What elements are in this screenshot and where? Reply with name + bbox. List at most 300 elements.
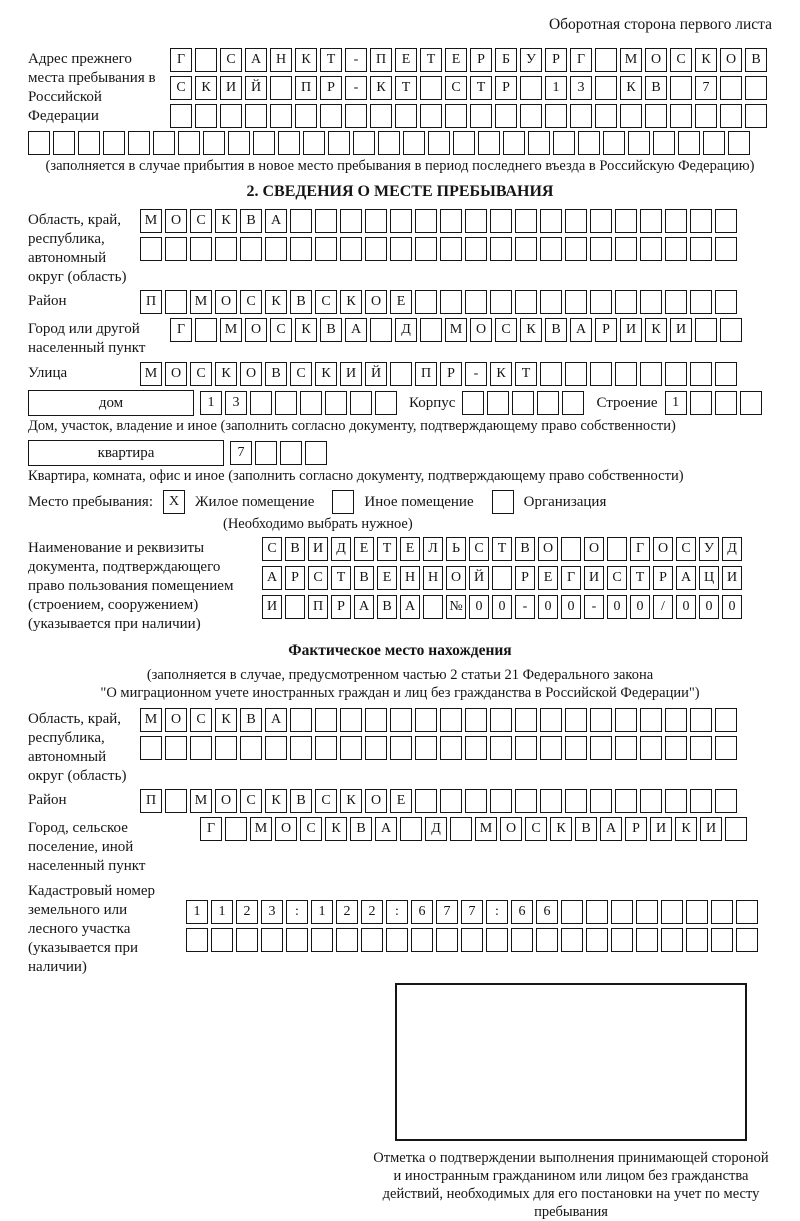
char-box[interactable] <box>420 318 442 342</box>
char-box[interactable] <box>320 104 342 128</box>
char-box[interactable] <box>153 131 175 155</box>
char-box[interactable] <box>690 708 712 732</box>
char-box[interactable]: С <box>670 48 692 72</box>
char-box[interactable]: К <box>340 290 362 314</box>
char-box[interactable]: О <box>720 48 742 72</box>
char-box[interactable] <box>465 290 487 314</box>
char-box[interactable]: О <box>653 537 673 561</box>
char-box[interactable]: 0 <box>676 595 696 619</box>
char-box[interactable]: Т <box>320 48 342 72</box>
char-box[interactable]: : <box>386 900 408 924</box>
char-box[interactable] <box>515 708 537 732</box>
char-box[interactable] <box>28 131 50 155</box>
char-box[interactable]: Ь <box>446 537 466 561</box>
char-box[interactable]: О <box>470 318 492 342</box>
char-box[interactable] <box>636 900 658 924</box>
char-box[interactable]: 3 <box>261 900 283 924</box>
char-box[interactable]: В <box>320 318 342 342</box>
char-box[interactable]: С <box>262 537 282 561</box>
char-box[interactable] <box>365 237 387 261</box>
char-box[interactable]: П <box>140 789 162 813</box>
char-box[interactable]: И <box>584 566 604 590</box>
char-box[interactable] <box>515 736 537 760</box>
char-box[interactable] <box>490 789 512 813</box>
char-box[interactable] <box>690 789 712 813</box>
char-box[interactable]: 0 <box>561 595 581 619</box>
char-box[interactable]: П <box>370 48 392 72</box>
char-box[interactable]: К <box>325 817 347 841</box>
char-box[interactable] <box>170 104 192 128</box>
char-box[interactable]: А <box>245 48 267 72</box>
char-box[interactable]: 0 <box>722 595 742 619</box>
char-box[interactable] <box>615 789 637 813</box>
char-box[interactable]: - <box>345 48 367 72</box>
char-box[interactable] <box>540 708 562 732</box>
char-box[interactable] <box>565 736 587 760</box>
char-box[interactable] <box>578 131 600 155</box>
char-box[interactable]: И <box>650 817 672 841</box>
char-box[interactable] <box>565 789 587 813</box>
char-box[interactable]: С <box>190 708 212 732</box>
char-box[interactable] <box>540 209 562 233</box>
char-box[interactable]: Л <box>423 537 443 561</box>
char-box[interactable] <box>736 928 758 952</box>
char-box[interactable]: 2 <box>236 900 258 924</box>
char-box[interactable] <box>590 708 612 732</box>
char-box[interactable]: Н <box>400 566 420 590</box>
char-box[interactable] <box>190 736 212 760</box>
char-box[interactable] <box>440 237 462 261</box>
char-box[interactable] <box>515 209 537 233</box>
char-box[interactable]: О <box>165 708 187 732</box>
char-box[interactable]: 0 <box>538 595 558 619</box>
char-box[interactable]: С <box>676 537 696 561</box>
char-box[interactable]: А <box>375 817 397 841</box>
char-box[interactable] <box>515 789 537 813</box>
char-box[interactable]: 0 <box>469 595 489 619</box>
char-box[interactable] <box>715 391 737 415</box>
char-box[interactable] <box>603 131 625 155</box>
char-box[interactable] <box>670 76 692 100</box>
char-box[interactable] <box>512 391 534 415</box>
char-box[interactable]: Р <box>545 48 567 72</box>
char-box[interactable] <box>203 131 225 155</box>
char-box[interactable] <box>678 131 700 155</box>
char-box[interactable] <box>295 104 317 128</box>
char-box[interactable] <box>165 237 187 261</box>
char-box[interactable] <box>661 900 683 924</box>
char-box[interactable] <box>736 900 758 924</box>
char-box[interactable]: 7 <box>230 441 252 465</box>
char-box[interactable] <box>365 708 387 732</box>
char-box[interactable]: С <box>300 817 322 841</box>
char-box[interactable]: Е <box>400 537 420 561</box>
char-box[interactable] <box>695 104 717 128</box>
char-box[interactable]: У <box>520 48 542 72</box>
char-box[interactable]: - <box>584 595 604 619</box>
char-box[interactable] <box>370 104 392 128</box>
char-box[interactable] <box>492 566 512 590</box>
char-box[interactable] <box>537 391 559 415</box>
char-box[interactable] <box>390 362 412 386</box>
char-box[interactable] <box>665 362 687 386</box>
char-box[interactable] <box>715 362 737 386</box>
char-box[interactable] <box>395 104 417 128</box>
char-box[interactable]: М <box>190 789 212 813</box>
char-box[interactable]: А <box>570 318 592 342</box>
char-box[interactable]: И <box>670 318 692 342</box>
char-box[interactable] <box>615 736 637 760</box>
char-box[interactable] <box>565 708 587 732</box>
char-box[interactable] <box>440 290 462 314</box>
char-box[interactable] <box>720 76 742 100</box>
char-box[interactable] <box>615 290 637 314</box>
char-box[interactable] <box>436 928 458 952</box>
char-box[interactable] <box>645 104 667 128</box>
char-box[interactable] <box>690 362 712 386</box>
char-box[interactable]: Н <box>423 566 443 590</box>
char-box[interactable] <box>565 237 587 261</box>
char-box[interactable]: В <box>515 537 535 561</box>
char-box[interactable] <box>720 104 742 128</box>
char-box[interactable]: / <box>653 595 673 619</box>
char-box[interactable] <box>465 708 487 732</box>
char-box[interactable]: О <box>215 789 237 813</box>
char-box[interactable]: В <box>745 48 767 72</box>
char-box[interactable]: С <box>607 566 627 590</box>
char-box[interactable] <box>386 928 408 952</box>
char-box[interactable] <box>465 789 487 813</box>
char-box[interactable]: Т <box>420 48 442 72</box>
char-box[interactable]: 1 <box>186 900 208 924</box>
char-box[interactable]: М <box>140 362 162 386</box>
char-box[interactable] <box>490 708 512 732</box>
char-box[interactable] <box>478 131 500 155</box>
char-box[interactable]: Й <box>245 76 267 100</box>
char-box[interactable]: Г <box>630 537 650 561</box>
char-box[interactable]: 0 <box>492 595 512 619</box>
char-box[interactable] <box>562 391 584 415</box>
char-box[interactable]: М <box>140 209 162 233</box>
char-box[interactable] <box>250 391 272 415</box>
char-box[interactable]: О <box>245 318 267 342</box>
char-box[interactable] <box>690 237 712 261</box>
char-box[interactable]: В <box>350 817 372 841</box>
char-box[interactable] <box>290 736 312 760</box>
char-box[interactable]: Е <box>390 789 412 813</box>
char-box[interactable] <box>540 237 562 261</box>
char-box[interactable] <box>53 131 75 155</box>
char-box[interactable] <box>165 789 187 813</box>
char-box[interactable]: Т <box>515 362 537 386</box>
char-box[interactable]: 3 <box>570 76 592 100</box>
char-box[interactable] <box>253 131 275 155</box>
char-box[interactable] <box>225 817 247 841</box>
char-box[interactable] <box>561 537 581 561</box>
char-box[interactable] <box>462 391 484 415</box>
char-box[interactable] <box>686 900 708 924</box>
char-box[interactable] <box>465 237 487 261</box>
char-box[interactable] <box>611 928 633 952</box>
char-box[interactable] <box>261 928 283 952</box>
char-box[interactable] <box>440 789 462 813</box>
char-box[interactable]: 6 <box>536 900 558 924</box>
char-box[interactable]: : <box>486 900 508 924</box>
char-box[interactable] <box>545 104 567 128</box>
char-box[interactable]: А <box>354 595 374 619</box>
char-box[interactable]: А <box>265 209 287 233</box>
char-box[interactable] <box>278 131 300 155</box>
char-box[interactable] <box>140 736 162 760</box>
char-box[interactable]: Т <box>377 537 397 561</box>
char-box[interactable] <box>325 391 347 415</box>
char-box[interactable]: Е <box>395 48 417 72</box>
char-box[interactable]: Р <box>470 48 492 72</box>
char-box[interactable]: В <box>354 566 374 590</box>
char-box[interactable] <box>520 104 542 128</box>
char-box[interactable] <box>540 789 562 813</box>
char-box[interactable]: Р <box>320 76 342 100</box>
char-box[interactable]: В <box>240 708 262 732</box>
char-box[interactable] <box>240 736 262 760</box>
char-box[interactable] <box>490 209 512 233</box>
char-box[interactable] <box>236 928 258 952</box>
char-box[interactable] <box>465 736 487 760</box>
char-box[interactable] <box>565 209 587 233</box>
char-box[interactable] <box>653 131 675 155</box>
char-box[interactable] <box>490 290 512 314</box>
char-box[interactable] <box>540 362 562 386</box>
char-box[interactable] <box>636 928 658 952</box>
char-box[interactable]: В <box>545 318 567 342</box>
stay-type-checkbox-other[interactable] <box>332 490 354 514</box>
char-box[interactable]: В <box>377 595 397 619</box>
char-box[interactable] <box>611 900 633 924</box>
char-box[interactable] <box>553 131 575 155</box>
char-box[interactable]: Е <box>538 566 558 590</box>
char-box[interactable]: - <box>515 595 535 619</box>
char-box[interactable]: 7 <box>461 900 483 924</box>
char-box[interactable]: О <box>584 537 604 561</box>
char-box[interactable] <box>515 290 537 314</box>
char-box[interactable]: Г <box>170 48 192 72</box>
char-box[interactable]: К <box>490 362 512 386</box>
char-box[interactable] <box>540 290 562 314</box>
char-box[interactable] <box>411 928 433 952</box>
char-box[interactable] <box>340 209 362 233</box>
char-box[interactable]: Г <box>170 318 192 342</box>
char-box[interactable] <box>165 290 187 314</box>
char-box[interactable]: О <box>365 789 387 813</box>
char-box[interactable] <box>590 362 612 386</box>
char-box[interactable] <box>328 131 350 155</box>
char-box[interactable]: О <box>500 817 522 841</box>
char-box[interactable] <box>415 209 437 233</box>
char-box[interactable]: С <box>308 566 328 590</box>
char-box[interactable]: 3 <box>225 391 247 415</box>
char-box[interactable]: Т <box>630 566 650 590</box>
char-box[interactable] <box>495 104 517 128</box>
char-box[interactable] <box>315 237 337 261</box>
char-box[interactable]: К <box>675 817 697 841</box>
char-box[interactable] <box>190 237 212 261</box>
char-box[interactable]: 7 <box>436 900 458 924</box>
char-box[interactable]: В <box>645 76 667 100</box>
char-box[interactable]: Р <box>440 362 462 386</box>
char-box[interactable] <box>665 736 687 760</box>
char-box[interactable] <box>345 104 367 128</box>
char-box[interactable] <box>255 441 277 465</box>
char-box[interactable]: П <box>308 595 328 619</box>
char-box[interactable]: В <box>290 290 312 314</box>
char-box[interactable] <box>745 104 767 128</box>
char-box[interactable]: В <box>285 537 305 561</box>
char-box[interactable]: И <box>722 566 742 590</box>
char-box[interactable]: К <box>315 362 337 386</box>
char-box[interactable] <box>561 928 583 952</box>
char-box[interactable]: Й <box>365 362 387 386</box>
char-box[interactable]: Р <box>331 595 351 619</box>
char-box[interactable]: А <box>400 595 420 619</box>
char-box[interactable] <box>515 237 537 261</box>
char-box[interactable] <box>711 928 733 952</box>
char-box[interactable] <box>415 736 437 760</box>
char-box[interactable]: С <box>315 789 337 813</box>
char-box[interactable] <box>453 131 475 155</box>
char-box[interactable]: - <box>345 76 367 100</box>
char-box[interactable]: - <box>465 362 487 386</box>
char-box[interactable] <box>465 209 487 233</box>
char-box[interactable] <box>511 928 533 952</box>
char-box[interactable]: К <box>695 48 717 72</box>
char-box[interactable]: В <box>290 789 312 813</box>
char-box[interactable]: М <box>620 48 642 72</box>
char-box[interactable] <box>570 104 592 128</box>
char-box[interactable]: 2 <box>361 900 383 924</box>
char-box[interactable] <box>607 537 627 561</box>
char-box[interactable] <box>128 131 150 155</box>
char-box[interactable]: Р <box>595 318 617 342</box>
char-box[interactable] <box>280 441 302 465</box>
char-box[interactable]: О <box>446 566 466 590</box>
char-box[interactable]: М <box>190 290 212 314</box>
char-box[interactable] <box>361 928 383 952</box>
char-box[interactable] <box>686 928 708 952</box>
char-box[interactable]: С <box>240 789 262 813</box>
char-box[interactable] <box>565 362 587 386</box>
char-box[interactable] <box>490 237 512 261</box>
char-box[interactable]: А <box>265 708 287 732</box>
char-box[interactable]: М <box>140 708 162 732</box>
char-box[interactable] <box>290 209 312 233</box>
char-box[interactable] <box>228 131 250 155</box>
char-box[interactable] <box>665 290 687 314</box>
char-box[interactable] <box>595 104 617 128</box>
char-box[interactable] <box>165 736 187 760</box>
char-box[interactable] <box>420 76 442 100</box>
char-box[interactable] <box>720 318 742 342</box>
char-box[interactable] <box>615 362 637 386</box>
char-box[interactable]: 1 <box>200 391 222 415</box>
char-box[interactable] <box>703 131 725 155</box>
char-box[interactable] <box>665 209 687 233</box>
stay-type-checkbox-residential[interactable]: X <box>163 490 185 514</box>
char-box[interactable] <box>661 928 683 952</box>
char-box[interactable]: Р <box>653 566 673 590</box>
char-box[interactable] <box>390 736 412 760</box>
char-box[interactable] <box>195 318 217 342</box>
char-box[interactable]: И <box>620 318 642 342</box>
char-box[interactable] <box>640 362 662 386</box>
char-box[interactable]: 1 <box>211 900 233 924</box>
char-box[interactable]: Ц <box>699 566 719 590</box>
char-box[interactable] <box>715 237 737 261</box>
char-box[interactable] <box>715 708 737 732</box>
char-box[interactable] <box>690 391 712 415</box>
char-box[interactable] <box>670 104 692 128</box>
char-box[interactable]: С <box>190 209 212 233</box>
char-box[interactable]: Г <box>570 48 592 72</box>
char-box[interactable] <box>640 789 662 813</box>
char-box[interactable]: Е <box>390 290 412 314</box>
char-box[interactable] <box>540 736 562 760</box>
char-box[interactable] <box>285 595 305 619</box>
char-box[interactable] <box>415 789 437 813</box>
char-box[interactable] <box>375 391 397 415</box>
char-box[interactable] <box>178 131 200 155</box>
char-box[interactable]: О <box>215 290 237 314</box>
char-box[interactable] <box>665 789 687 813</box>
char-box[interactable]: К <box>295 318 317 342</box>
char-box[interactable] <box>336 928 358 952</box>
char-box[interactable] <box>590 237 612 261</box>
char-box[interactable]: И <box>308 537 328 561</box>
char-box[interactable] <box>486 928 508 952</box>
char-box[interactable]: С <box>495 318 517 342</box>
char-box[interactable]: А <box>262 566 282 590</box>
char-box[interactable] <box>415 237 437 261</box>
char-box[interactable] <box>140 237 162 261</box>
char-box[interactable] <box>461 928 483 952</box>
char-box[interactable]: Р <box>285 566 305 590</box>
char-box[interactable]: К <box>195 76 217 100</box>
char-box[interactable] <box>390 708 412 732</box>
char-box[interactable] <box>615 708 637 732</box>
char-box[interactable] <box>711 900 733 924</box>
char-box[interactable] <box>590 209 612 233</box>
char-box[interactable] <box>78 131 100 155</box>
char-box[interactable] <box>440 708 462 732</box>
char-box[interactable]: К <box>520 318 542 342</box>
char-box[interactable]: С <box>445 76 467 100</box>
char-box[interactable]: А <box>345 318 367 342</box>
char-box[interactable] <box>305 441 327 465</box>
char-box[interactable]: К <box>340 789 362 813</box>
char-box[interactable] <box>265 736 287 760</box>
char-box[interactable]: 1 <box>311 900 333 924</box>
char-box[interactable] <box>740 391 762 415</box>
stay-type-checkbox-organization[interactable] <box>492 490 514 514</box>
char-box[interactable]: 0 <box>630 595 650 619</box>
char-box[interactable]: 7 <box>695 76 717 100</box>
char-box[interactable]: Е <box>377 566 397 590</box>
char-box[interactable]: К <box>550 817 572 841</box>
char-box[interactable] <box>590 290 612 314</box>
char-box[interactable] <box>536 928 558 952</box>
char-box[interactable] <box>640 237 662 261</box>
char-box[interactable] <box>370 318 392 342</box>
char-box[interactable]: Е <box>354 537 374 561</box>
